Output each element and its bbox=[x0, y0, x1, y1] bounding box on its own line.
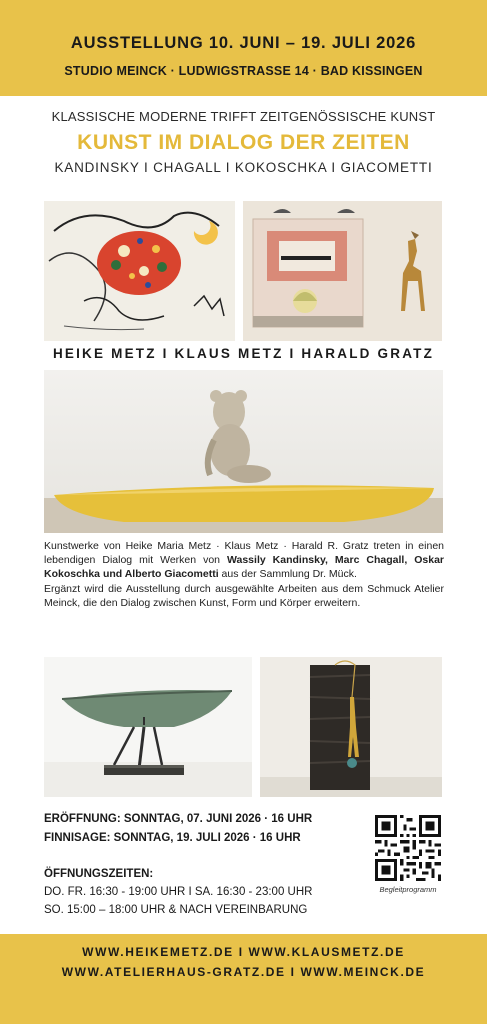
opening-hours-heading: ÖFFNUNGSZEITEN: bbox=[44, 868, 154, 880]
qr-code-label: Begleitprogramm bbox=[379, 885, 437, 894]
artwork-image-pendant-block bbox=[260, 657, 442, 797]
kicker-text: KLASSISCHE MODERNE TRIFFT ZEITGENÖSSISCHE KUNST bbox=[51, 109, 436, 124]
header-band bbox=[0, 0, 487, 96]
artwork-image-bear-sculpture bbox=[44, 370, 443, 533]
exhibition-location: STUDIO MEINCK · LUDWIGSTRASSE 14 · BAD KISSINGEN bbox=[64, 64, 423, 78]
footer-links-2[interactable]: WWW.ATELIERHAUS-GRATZ.DE I WWW.MEINCK.DE bbox=[61, 965, 426, 979]
opening-hours-sunday: SO. 15:00 – 18:00 UHR & NACH VEREINBARUNG bbox=[44, 904, 308, 916]
exhibition-title: KUNST IM DIALOG DER ZEITEN bbox=[77, 131, 410, 154]
classic-artists: KANDINSKY I CHAGALL I KOKOSCHKA I GIACOMETTI bbox=[54, 160, 433, 175]
exhibition-dates: AUSSTELLUNG 10. JUNI – 19. JULI 2026 bbox=[70, 34, 417, 52]
footer-links-1[interactable]: WWW.HEIKEMETZ.DE I WWW.KLAUSMETZ.DE bbox=[82, 945, 405, 959]
artwork-image-chagall bbox=[44, 201, 235, 341]
qr-code-icon[interactable] bbox=[375, 815, 441, 881]
artwork-image-painting bbox=[243, 201, 442, 341]
description-paragraph-1: Kunstwerke von Heike Maria Metz · Klaus Metz · Harald R. Gratz treten in einen lebendigen Dialog mit Werken von Wassily Kandinsky, Marc Chagall, Oskar Kokoschka und Alberto Giacometti aus der Sammlung Dr. Mück. bbox=[44, 540, 444, 581]
description-text bbox=[44, 539, 444, 610]
opening-date: ERÖFFNUNG: SONNTAG, 07. JUNI 2026 · 16 UHR bbox=[44, 813, 313, 825]
opening-hours-weekdays: DO. FR. 16:30 - 19:00 UHR I SA. 16:30 - 23:00 UHR bbox=[44, 886, 313, 898]
footer-band bbox=[0, 934, 487, 1024]
featured-artists: HEIKE METZ I KLAUS METZ I HARALD GRATZ bbox=[52, 346, 435, 361]
finissage-date: FINNISAGE: SONNTAG, 19. JULI 2026 · 16 UHR bbox=[44, 832, 301, 844]
artwork-image-bronze-boat bbox=[44, 657, 252, 797]
description-paragraph-2: Ergänzt wird die Ausstellung durch ausgewählte Arbeiten aus dem Schmuck Atelier Meinck, die den Dialog zwischen Kunst, Form und Körper erweitern. bbox=[44, 582, 444, 609]
